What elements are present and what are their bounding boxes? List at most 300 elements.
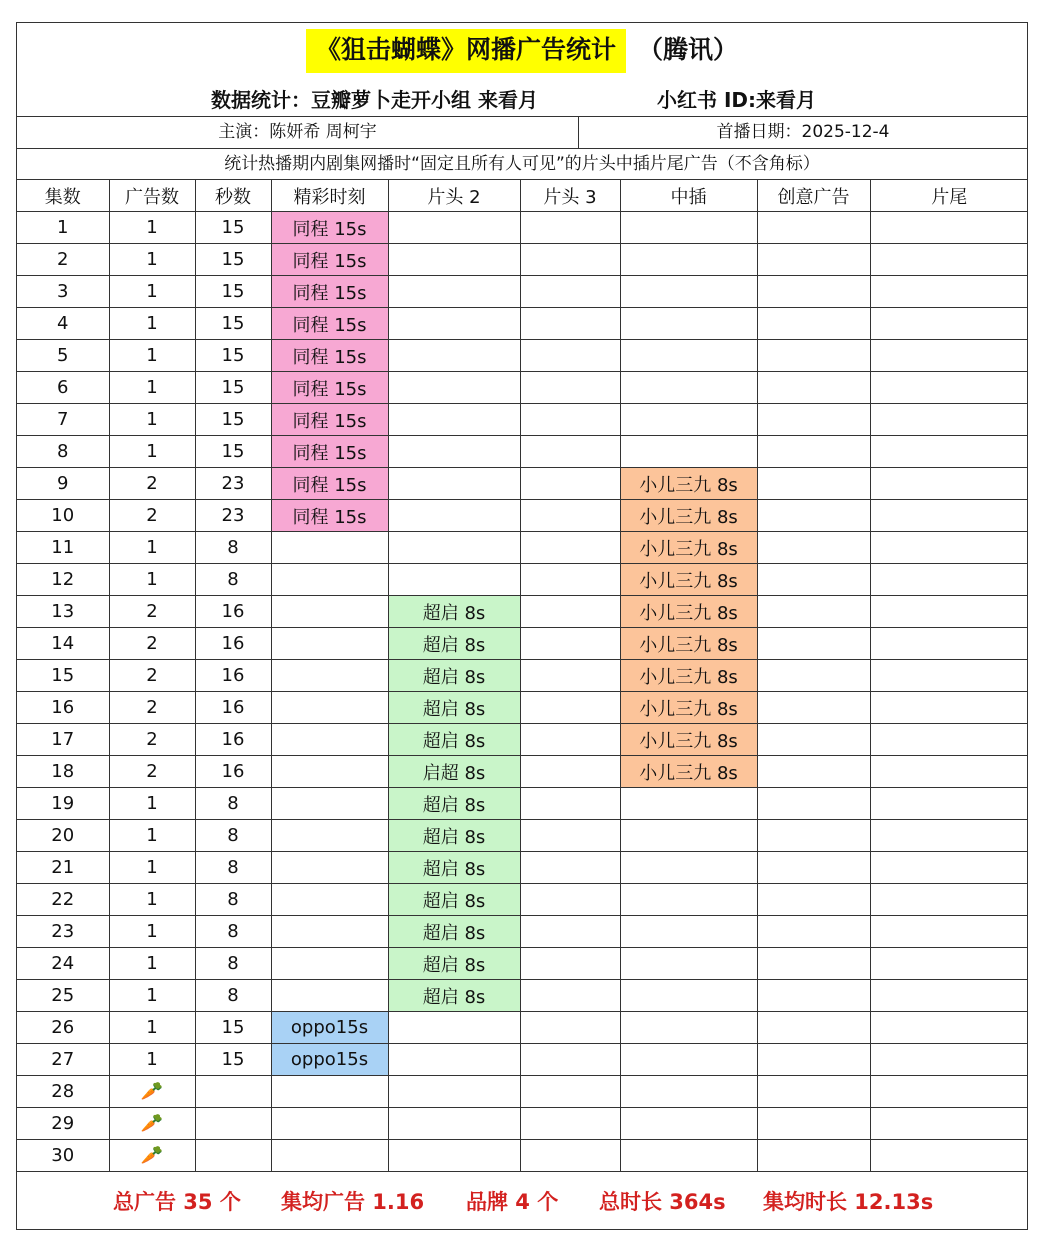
opening-3-cell	[520, 340, 620, 372]
creative-ad-cell	[757, 916, 870, 948]
table-row	[17, 532, 1028, 564]
highlight-ad-cell	[271, 948, 388, 980]
ad-count-cell: 2	[109, 500, 195, 532]
mid-roll-cell	[620, 852, 757, 884]
episode-cell: 22	[17, 884, 109, 916]
ending-cell	[870, 916, 1028, 948]
credits-row	[17, 77, 1027, 117]
episode-cell: 27	[17, 1044, 109, 1076]
table-row	[17, 852, 1028, 884]
ad-table	[17, 179, 1028, 1172]
creative-ad-cell	[757, 1108, 870, 1140]
ending-cell	[870, 404, 1028, 436]
ad-count-cell: 1	[109, 980, 195, 1012]
summary-brands: 品牌 4 个	[466, 1190, 559, 1214]
mid-roll-cell	[620, 340, 757, 372]
summary-total-ads: 总广告 35 个	[113, 1190, 241, 1214]
title-row	[17, 23, 1027, 77]
summary-row	[17, 1169, 1027, 1231]
seconds-cell: 16	[195, 628, 271, 660]
premiere-date: 首播日期：2025-12-4	[716, 122, 890, 142]
ad-count-cell: 2	[109, 468, 195, 500]
table-row	[17, 564, 1028, 596]
table-row	[17, 340, 1028, 372]
opening-3-cell	[520, 244, 620, 276]
creative-ad-cell	[757, 1012, 870, 1044]
mid-roll-cell	[620, 404, 757, 436]
highlight-ad-cell	[271, 628, 388, 660]
ending-cell	[870, 244, 1028, 276]
col-header-opening-2: 片头 2	[388, 180, 520, 212]
creative-ad-cell	[757, 628, 870, 660]
highlight-ad-cell	[271, 980, 388, 1012]
carrot-icon: 🥕	[109, 1076, 195, 1108]
ad-count-cell: 1	[109, 1044, 195, 1076]
table-row	[17, 308, 1028, 340]
mid-roll-cell: 小儿三九 8s	[620, 564, 757, 596]
mid-roll-cell: 小儿三九 8s	[620, 660, 757, 692]
highlight-ad-cell: 同程 15s	[271, 212, 388, 244]
mid-roll-cell: 小儿三九 8s	[620, 628, 757, 660]
mid-roll-cell: 小儿三九 8s	[620, 468, 757, 500]
creative-ad-cell	[757, 692, 870, 724]
mid-roll-cell	[620, 884, 757, 916]
creative-ad-cell	[757, 788, 870, 820]
episode-cell: 20	[17, 820, 109, 852]
seconds-cell	[195, 1140, 271, 1172]
highlight-ad-cell: 同程 15s	[271, 244, 388, 276]
mid-roll-cell: 小儿三九 8s	[620, 692, 757, 724]
creative-ad-cell	[757, 948, 870, 980]
ending-cell	[870, 500, 1028, 532]
mid-roll-cell	[620, 820, 757, 852]
episode-cell: 30	[17, 1140, 109, 1172]
episode-cell: 17	[17, 724, 109, 756]
opening-3-cell	[520, 564, 620, 596]
seconds-cell: 8	[195, 532, 271, 564]
highlight-ad-cell: 同程 15s	[271, 404, 388, 436]
opening-2-cell: 超启 8s	[388, 628, 520, 660]
opening-3-cell	[520, 884, 620, 916]
seconds-cell: 8	[195, 564, 271, 596]
opening-2-cell	[388, 276, 520, 308]
seconds-cell: 23	[195, 468, 271, 500]
seconds-cell: 15	[195, 212, 271, 244]
opening-2-cell	[388, 244, 520, 276]
ending-cell	[870, 788, 1028, 820]
episode-cell: 7	[17, 404, 109, 436]
highlight-ad-cell	[271, 532, 388, 564]
ad-count-cell: 1	[109, 916, 195, 948]
highlight-ad-cell	[271, 1108, 388, 1140]
ending-cell	[870, 596, 1028, 628]
opening-3-cell	[520, 692, 620, 724]
episode-cell: 14	[17, 628, 109, 660]
highlight-ad-cell	[271, 564, 388, 596]
seconds-cell	[195, 1076, 271, 1108]
summary-total-duration: 总时长 364s	[599, 1190, 726, 1214]
table-row	[17, 468, 1028, 500]
opening-2-cell	[388, 436, 520, 468]
ending-cell	[870, 948, 1028, 980]
mid-roll-cell	[620, 372, 757, 404]
mid-roll-cell	[620, 1044, 757, 1076]
creative-ad-cell	[757, 372, 870, 404]
opening-3-cell	[520, 756, 620, 788]
col-header-creative-ad: 创意广告	[757, 180, 870, 212]
ad-count-cell: 1	[109, 532, 195, 564]
highlight-ad-cell	[271, 852, 388, 884]
table-row	[17, 372, 1028, 404]
opening-3-cell	[520, 1108, 620, 1140]
episode-cell: 10	[17, 500, 109, 532]
mid-roll-cell: 小儿三九 8s	[620, 756, 757, 788]
table-row	[17, 500, 1028, 532]
opening-2-cell	[388, 1076, 520, 1108]
highlight-ad-cell	[271, 756, 388, 788]
episode-cell: 6	[17, 372, 109, 404]
creative-ad-cell	[757, 340, 870, 372]
ending-cell	[870, 1044, 1028, 1076]
creative-ad-cell	[757, 1140, 870, 1172]
table-row	[17, 692, 1028, 724]
col-header-episode: 集数	[17, 180, 109, 212]
mid-roll-cell: 小儿三九 8s	[620, 500, 757, 532]
opening-2-cell: 超启 8s	[388, 820, 520, 852]
ad-count-cell: 2	[109, 756, 195, 788]
opening-3-cell	[520, 628, 620, 660]
highlight-ad-cell	[271, 1076, 388, 1108]
highlight-ad-cell	[271, 884, 388, 916]
highlight-ad-cell	[271, 692, 388, 724]
creative-ad-cell	[757, 852, 870, 884]
opening-2-cell	[388, 212, 520, 244]
episode-cell: 26	[17, 1012, 109, 1044]
ending-cell	[870, 756, 1028, 788]
table-row	[17, 244, 1028, 276]
episode-cell: 8	[17, 436, 109, 468]
creative-ad-cell	[757, 308, 870, 340]
ad-count-cell: 1	[109, 244, 195, 276]
opening-2-cell	[388, 1108, 520, 1140]
opening-3-cell	[520, 596, 620, 628]
ending-cell	[870, 468, 1028, 500]
ending-cell	[870, 276, 1028, 308]
episode-cell: 9	[17, 468, 109, 500]
opening-2-cell	[388, 1140, 520, 1172]
creative-ad-cell	[757, 596, 870, 628]
highlight-ad-cell: 同程 15s	[271, 372, 388, 404]
ad-count-cell: 2	[109, 692, 195, 724]
col-header-highlight: 精彩时刻	[271, 180, 388, 212]
ending-cell	[870, 660, 1028, 692]
opening-3-cell	[520, 916, 620, 948]
page-title: 《狙击蝴蝶》网播广告统计	[306, 29, 626, 73]
highlight-ad-cell	[271, 916, 388, 948]
ad-count-cell: 1	[109, 852, 195, 884]
ad-count-cell: 2	[109, 724, 195, 756]
seconds-cell: 16	[195, 692, 271, 724]
ending-cell	[870, 980, 1028, 1012]
episode-cell: 3	[17, 276, 109, 308]
ending-cell	[870, 628, 1028, 660]
opening-2-cell	[388, 340, 520, 372]
table-row	[17, 1076, 1028, 1108]
ad-statistics-sheet	[16, 22, 1028, 1230]
creative-ad-cell	[757, 564, 870, 596]
seconds-cell: 15	[195, 340, 271, 372]
table-row	[17, 788, 1028, 820]
mid-roll-cell: 小儿三九 8s	[620, 532, 757, 564]
seconds-cell	[195, 1108, 271, 1140]
episode-cell: 1	[17, 212, 109, 244]
highlight-ad-cell: 同程 15s	[271, 468, 388, 500]
highlight-ad-cell: 同程 15s	[271, 276, 388, 308]
opening-2-cell	[388, 564, 520, 596]
carrot-icon: 🥕	[109, 1140, 195, 1172]
highlight-ad-cell: 同程 15s	[271, 340, 388, 372]
ending-cell	[870, 820, 1028, 852]
opening-2-cell	[388, 1012, 520, 1044]
seconds-cell: 16	[195, 596, 271, 628]
col-header-ad-count: 广告数	[109, 180, 195, 212]
ad-count-cell: 2	[109, 628, 195, 660]
seconds-cell: 16	[195, 660, 271, 692]
creative-ad-cell	[757, 724, 870, 756]
episode-cell: 2	[17, 244, 109, 276]
mid-roll-cell	[620, 1076, 757, 1108]
ending-cell	[870, 852, 1028, 884]
episode-cell: 18	[17, 756, 109, 788]
opening-2-cell: 超启 8s	[388, 980, 520, 1012]
episode-cell: 12	[17, 564, 109, 596]
creative-ad-cell	[757, 820, 870, 852]
mid-roll-cell	[620, 1140, 757, 1172]
opening-2-cell	[388, 532, 520, 564]
ad-count-cell: 1	[109, 404, 195, 436]
seconds-cell: 16	[195, 724, 271, 756]
opening-3-cell	[520, 1044, 620, 1076]
opening-3-cell	[520, 1012, 620, 1044]
info-row	[17, 117, 1027, 149]
seconds-cell: 15	[195, 308, 271, 340]
summary-avg-ads: 集均广告 1.16	[281, 1190, 425, 1214]
opening-3-cell	[520, 948, 620, 980]
ad-count-cell: 1	[109, 820, 195, 852]
ad-count-cell: 2	[109, 660, 195, 692]
creative-ad-cell	[757, 884, 870, 916]
ad-count-cell: 1	[109, 372, 195, 404]
mid-roll-cell	[620, 212, 757, 244]
xiaohongshu-id: 小红书 ID:来看月	[657, 88, 817, 112]
opening-3-cell	[520, 308, 620, 340]
highlight-ad-cell	[271, 660, 388, 692]
ad-count-cell: 1	[109, 276, 195, 308]
opening-3-cell	[520, 468, 620, 500]
seconds-cell: 8	[195, 852, 271, 884]
opening-2-cell	[388, 372, 520, 404]
table-header-row	[17, 180, 1028, 212]
mid-roll-cell	[620, 980, 757, 1012]
table-row	[17, 980, 1028, 1012]
seconds-cell: 15	[195, 372, 271, 404]
ending-cell	[870, 1076, 1028, 1108]
episode-cell: 19	[17, 788, 109, 820]
seconds-cell: 8	[195, 980, 271, 1012]
creative-ad-cell	[757, 436, 870, 468]
ending-cell	[870, 436, 1028, 468]
mid-roll-cell	[620, 1012, 757, 1044]
highlight-ad-cell: oppo15s	[271, 1012, 388, 1044]
episode-cell: 29	[17, 1108, 109, 1140]
highlight-ad-cell	[271, 820, 388, 852]
ad-count-cell: 1	[109, 564, 195, 596]
highlight-ad-cell	[271, 1140, 388, 1172]
ending-cell	[870, 340, 1028, 372]
data-source-credit: 数据统计：豆瓣萝卜走开小组 来看月	[211, 88, 538, 112]
highlight-ad-cell	[271, 596, 388, 628]
table-row	[17, 948, 1028, 980]
creative-ad-cell	[757, 660, 870, 692]
ad-count-cell: 1	[109, 788, 195, 820]
opening-2-cell	[388, 500, 520, 532]
mid-roll-cell	[620, 244, 757, 276]
episode-cell: 21	[17, 852, 109, 884]
episode-cell: 11	[17, 532, 109, 564]
col-header-opening-3: 片头 3	[520, 180, 620, 212]
ad-count-cell: 1	[109, 948, 195, 980]
episode-cell: 13	[17, 596, 109, 628]
mid-roll-cell	[620, 1108, 757, 1140]
ending-cell	[870, 1108, 1028, 1140]
creative-ad-cell	[757, 756, 870, 788]
opening-3-cell	[520, 436, 620, 468]
table-row	[17, 1140, 1028, 1172]
mid-roll-cell	[620, 436, 757, 468]
ending-cell	[870, 724, 1028, 756]
creative-ad-cell	[757, 276, 870, 308]
ending-cell	[870, 884, 1028, 916]
seconds-cell: 15	[195, 404, 271, 436]
creative-ad-cell	[757, 1044, 870, 1076]
table-row	[17, 628, 1028, 660]
opening-3-cell	[520, 404, 620, 436]
ad-count-cell: 1	[109, 308, 195, 340]
ending-cell	[870, 1012, 1028, 1044]
table-row	[17, 756, 1028, 788]
table-row	[17, 1044, 1028, 1076]
table-row	[17, 276, 1028, 308]
ad-count-cell: 1	[109, 1012, 195, 1044]
table-row	[17, 212, 1028, 244]
ad-count-cell: 2	[109, 596, 195, 628]
summary-avg-duration: 集均时长 12.13s	[763, 1190, 934, 1214]
opening-3-cell	[520, 660, 620, 692]
creative-ad-cell	[757, 500, 870, 532]
opening-2-cell: 超启 8s	[388, 724, 520, 756]
seconds-cell: 16	[195, 756, 271, 788]
seconds-cell: 8	[195, 948, 271, 980]
opening-2-cell: 超启 8s	[388, 788, 520, 820]
episode-cell: 28	[17, 1076, 109, 1108]
table-row	[17, 1012, 1028, 1044]
table-row	[17, 884, 1028, 916]
opening-2-cell: 超启 8s	[388, 692, 520, 724]
seconds-cell: 8	[195, 788, 271, 820]
highlight-ad-cell	[271, 788, 388, 820]
opening-3-cell	[520, 372, 620, 404]
opening-3-cell	[520, 980, 620, 1012]
table-row	[17, 436, 1028, 468]
opening-3-cell	[520, 820, 620, 852]
highlight-ad-cell: oppo15s	[271, 1044, 388, 1076]
mid-roll-cell	[620, 788, 757, 820]
table-row	[17, 404, 1028, 436]
table-row	[17, 916, 1028, 948]
mid-roll-cell: 小儿三九 8s	[620, 596, 757, 628]
mid-roll-cell	[620, 948, 757, 980]
statistics-note: 统计热播期内剧集网播时“固定且所有人可见”的片头中插片尾广告（不含角标）	[17, 149, 1027, 180]
ending-cell	[870, 692, 1028, 724]
ad-count-cell: 1	[109, 884, 195, 916]
opening-2-cell: 超启 8s	[388, 596, 520, 628]
creative-ad-cell	[757, 212, 870, 244]
ad-count-cell: 1	[109, 212, 195, 244]
creative-ad-cell	[757, 532, 870, 564]
highlight-ad-cell: 同程 15s	[271, 436, 388, 468]
opening-3-cell	[520, 1076, 620, 1108]
opening-2-cell: 超启 8s	[388, 916, 520, 948]
episode-cell: 15	[17, 660, 109, 692]
mid-roll-cell	[620, 916, 757, 948]
seconds-cell: 15	[195, 1044, 271, 1076]
ad-count-cell: 1	[109, 340, 195, 372]
highlight-ad-cell: 同程 15s	[271, 308, 388, 340]
cast-info: 主演：陈妍希 周柯宇	[17, 117, 579, 148]
table-row	[17, 660, 1028, 692]
col-header-seconds: 秒数	[195, 180, 271, 212]
opening-3-cell	[520, 532, 620, 564]
seconds-cell: 23	[195, 500, 271, 532]
episode-cell: 23	[17, 916, 109, 948]
mid-roll-cell: 小儿三九 8s	[620, 724, 757, 756]
highlight-ad-cell	[271, 724, 388, 756]
seconds-cell: 8	[195, 916, 271, 948]
seconds-cell: 15	[195, 244, 271, 276]
seconds-cell: 15	[195, 436, 271, 468]
opening-2-cell: 超启 8s	[388, 852, 520, 884]
creative-ad-cell	[757, 1076, 870, 1108]
opening-2-cell	[388, 308, 520, 340]
opening-2-cell: 超启 8s	[388, 660, 520, 692]
opening-2-cell	[388, 404, 520, 436]
opening-3-cell	[520, 724, 620, 756]
opening-3-cell	[520, 852, 620, 884]
episode-cell: 24	[17, 948, 109, 980]
creative-ad-cell	[757, 244, 870, 276]
ending-cell	[870, 372, 1028, 404]
creative-ad-cell	[757, 980, 870, 1012]
ending-cell	[870, 212, 1028, 244]
mid-roll-cell	[620, 276, 757, 308]
table-row	[17, 1108, 1028, 1140]
opening-2-cell	[388, 468, 520, 500]
opening-3-cell	[520, 500, 620, 532]
table-row	[17, 596, 1028, 628]
creative-ad-cell	[757, 404, 870, 436]
episode-cell: 4	[17, 308, 109, 340]
opening-2-cell: 超启 8s	[388, 884, 520, 916]
